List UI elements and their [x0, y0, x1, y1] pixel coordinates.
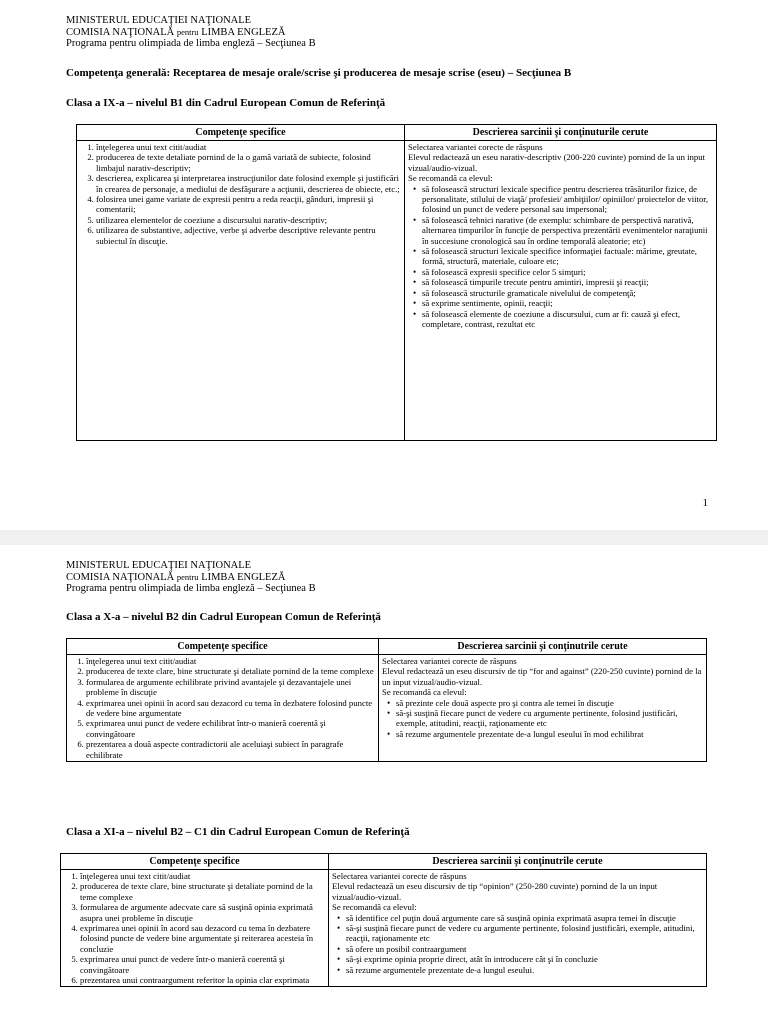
ministry-line: MINISTERUL EDUCAŢIEI NAŢIONALE: [66, 15, 252, 26]
description-cell: [379, 655, 707, 762]
list-item: 5. exprimarea unui punct de vedere echilibrat într-o manieră coerentă şi convingătoare: [86, 718, 375, 739]
list-item: 2. producerea de texte clare, bine structurate şi detaliate pornind de la teme complexe: [86, 666, 375, 676]
list-item: 3. descrierea, explicarea şi interpretarea instrucţiunilor date folosind exemple şi justificări în crearea de personaje, a mediului de desfăşurare a acţiunii, descrierea de obiecte, etc.;: [96, 173, 401, 194]
desc-line: Selectarea variantei corecte de răspuns: [332, 871, 467, 881]
description-header: Descrierea sarcinii şi conţinutrile cerute: [329, 854, 707, 870]
desc-line: Se recomandă ca elevul:: [408, 173, 493, 184]
list-item: 2. producerea de texte detaliate pornind de la o gamă variată de subiecte, folosind limbajul narativ-descriptiv;: [96, 152, 401, 173]
list-item: 3. formularea de argumente echilibrate privind avantajele şi dezavantajele unei probleme în discuţie: [86, 677, 375, 698]
competences-cell: [61, 870, 329, 987]
description-cell: [329, 870, 707, 987]
list-item: 5. exprimarea unui punct de vedere într-o manieră coerentă şi convingătoare: [80, 954, 325, 975]
list-item: • să folosească tehnici narative (de exemplu: schimbare de perspectivă narativă, alternarea timpurilor în funcţie de perspectiva prezentării evenimentelor naraţiunii în succesiune cronologică sau în ordine temporală aleatorie; etc): [422, 215, 713, 246]
desc-bullets: [408, 184, 713, 330]
desc-bullets: [332, 913, 703, 975]
list-item: 3. formularea de argumente adecvate care să susţină opinia exprimată asupra unei probleme în discuţie: [80, 902, 325, 923]
list-item: • să rezume argumentele prezentate de-a lungul eseului în mod echilibrat: [396, 729, 703, 739]
list-item: • să folosească structuri lexicale specifice informaţiei factuale: mărime, greutate, formă, structură, materiale, culoare etc;: [422, 246, 713, 267]
list-item: 2. producerea de texte clare, bine structurate şi detaliate pornind de la teme complexe: [80, 881, 325, 902]
list-item: • să-şi susţină fiecare punct de vedere cu argumente pertinente, folosind justificări, exemple, atitudini, reacţii, raţionamente etc: [346, 923, 703, 944]
class-xi-table: [60, 853, 707, 987]
class-x-title: Clasa a X-a – nivelul B2 din Cadrul European Comun de Referinţă: [66, 611, 381, 623]
competences-header: Competenţe specifice: [67, 639, 379, 655]
desc-line: Selectarea variantei corecte de răspuns: [382, 656, 517, 666]
list-item: • să folosească expresii specifice celor 5 simţuri;: [422, 267, 713, 277]
program-line: Programa pentru olimpiada de limba engleză – Secţiunea B: [66, 38, 316, 49]
list-item: • să ofere un posibil contraargument: [346, 944, 703, 954]
ministry-line: MINISTERUL EDUCAŢIEI NAŢIONALE: [66, 560, 252, 571]
list-item: • să folosească elemente de coeziune a discursului, cum ar fi: cauză şi efect, completare, contrast, rezultat etc: [422, 309, 713, 330]
list-item: • să folosească structurile gramaticale nivelului de competenţă;: [422, 288, 713, 298]
list-item: 4. folosirea unei game variate de expresii pentru a reda reacţii, gânduri, impresii şi comentarii;: [96, 194, 401, 215]
document-page-2: [0, 545, 768, 1024]
commission-line: COMISIA NAŢIONALĂ pentru LIMBA ENGLEZĂ: [66, 26, 286, 38]
competences-cell: [77, 141, 405, 441]
competences-cell: [67, 655, 379, 762]
list-item: • să-şi susţină fiecare punct de vedere cu argumente pertinente, folosind justificări, exemple, atitudini, reacţii, raţionamente etc: [396, 708, 703, 729]
list-item: 6. prezentarea unui contraargument referitor la opinia clar exprimata: [80, 975, 325, 985]
desc-line: Selectarea variantei corecte de răspuns: [408, 142, 543, 152]
list-item: • să rezume argumentele prezentate de-a lungul eseului.: [346, 965, 703, 975]
page-header: [66, 15, 316, 50]
competences-header: Competenţe specifice: [61, 854, 329, 870]
list-item: 6. utilizarea de substantive, adjective, verbe şi adverbe descriptive relevante pentru subiectul în discuţie.: [96, 225, 401, 246]
list-item: • să prezinte cele două aspecte pro şi contra ale temei în discuţie: [396, 698, 703, 708]
class-xi-title: Clasa a XI-a – nivelul B2 – C1 din Cadrul European Comun de Referinţă: [66, 826, 410, 838]
competences-list: [64, 871, 325, 985]
program-line: Programa pentru olimpiada de limba engleză – Secţiunea B: [66, 583, 316, 594]
description-cell: [405, 141, 717, 441]
competences-list: [70, 656, 375, 760]
desc-line: Elevul redactează un eseu narativ-descriptiv (200-220 cuvinte) pornind de la un input vizual/audio-vizual.: [408, 152, 705, 173]
list-item: • să-şi exprime opinia proprie direct, atât în introducere cât şi în concluzie: [346, 954, 703, 964]
desc-bullets: [382, 698, 703, 740]
class-ix-title: Clasa a IX-a – nivelul B1 din Cadrul European Comun de Referinţă: [66, 97, 386, 109]
list-item: • să folosească timpurile trecute pentru amintiri, impresii şi reacţii;: [422, 277, 713, 287]
description-header: Descrierea sarcinii şi conţinutrile cerute: [379, 639, 707, 655]
list-item: 5. utilizarea elementelor de coeziune a discursului narativ-descriptiv;: [96, 215, 401, 225]
desc-line: Se recomandă ca elevul:: [382, 687, 467, 698]
desc-line: Elevul redactează un eseu discursiv de tip “for and against” (220-250 cuvinte) pornind de la un input vizual/audio-vizual.: [382, 666, 702, 687]
commission-line: COMISIA NAŢIONALĂ pentru LIMBA ENGLEZĂ: [66, 571, 286, 583]
list-item: • să exprime sentimente, opinii, reacţii;: [422, 298, 713, 308]
list-item: 1. înţelegerea unui text citit/audiat: [80, 871, 325, 881]
page-separator: [0, 530, 768, 545]
competences-list: [80, 142, 401, 246]
list-item: 4. exprimarea unei opinii în acord sau dezacord cu tema în dezbatere folosind puncte de vedere bine argumentate: [86, 698, 375, 719]
class-ix-table: [76, 124, 717, 441]
list-item: 6. prezentarea a două aspecte contradictorii ale aceluiaşi subiect în paragrafe echilibrate: [86, 739, 375, 760]
competences-header: Competenţe specifice: [77, 125, 405, 141]
list-item: • să folosească structuri lexicale specifice pentru descrierea trăsăturilor fizice, de personalitate, stilului de viaţă/ profesiei/ ambiţiilor/ opiniilor/ proiectelor de viitor, folosind un punct de vedere personal sau impersonal;: [422, 184, 713, 215]
desc-line: Elevul redactează un eseu discursiv de tip “opinion” (250-280 cuvinte) pornind de la un input vizual/audio-vizual.: [332, 881, 658, 902]
general-competence-title: Competenţa generală: Receptarea de mesaje orale/scrise şi producerea de mesaje scrise (eseu) – Secţiunea B: [66, 67, 572, 79]
page-number: 1: [702, 497, 708, 509]
list-item: 1. înţelegerea unui text citit/audiat: [96, 142, 401, 152]
page-header: [66, 560, 316, 595]
class-x-table: [66, 638, 707, 762]
description-header: Descrierea sarcinii şi conţinuturile cerute: [405, 125, 717, 141]
list-item: 1. înţelegerea unui text citit/audiat: [86, 656, 375, 666]
desc-line: Se recomandă ca elevul:: [332, 902, 417, 913]
list-item: 4. exprimarea unei opinii în acord sau dezacord cu tema în dezbatere folosind puncte de vedere bine argumentate şi reiterarea acesteia în concluzie: [80, 923, 325, 954]
list-item: • să identifice cel puţin două argumente care să susţină opinia exprimată asupra temei în discuţie: [346, 913, 703, 923]
